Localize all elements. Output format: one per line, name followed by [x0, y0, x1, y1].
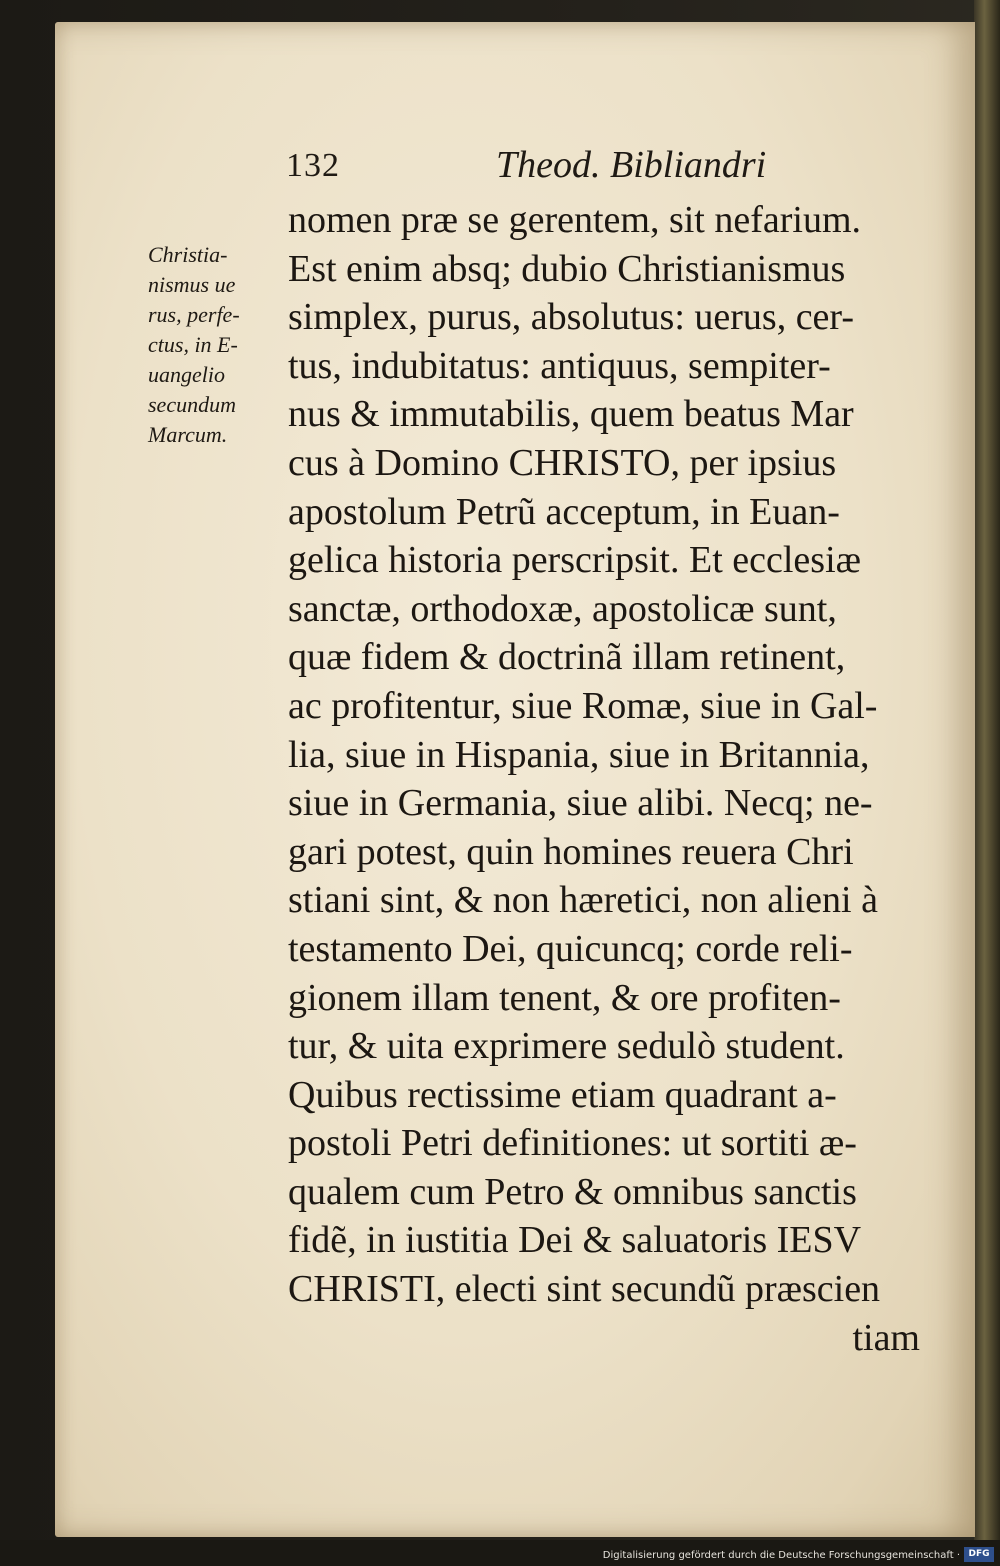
text-line: postoli Petri definitiones: ut sortiti æ- [288, 1122, 857, 1165]
text-line: CHRISTI, electi sint secundũ præscien [288, 1268, 881, 1311]
marginal-note-line: secundum [148, 392, 236, 417]
running-head: Theod. Bibliandri [496, 144, 767, 186]
book-spine-edge [974, 0, 1000, 1566]
body-text [288, 196, 938, 1362]
marginal-note-line: Marcum. [148, 422, 228, 447]
text-line: gionem illam tenent, & ore profiten- [288, 976, 841, 1019]
marginal-note-line: ctus, in E- [148, 332, 238, 357]
text-line: Quibus rectissime etiam quadrant a- [288, 1073, 837, 1116]
text-line: gelica historia perscripsit. Et ecclesiæ [288, 539, 861, 582]
text-line: fidẽ, in iustitia Dei & saluatoris IESV [288, 1219, 862, 1262]
text-line: testamento Dei, quicuncq; corde reli- [288, 927, 853, 970]
catchword: tiam [852, 1316, 920, 1359]
text-line: lia, siue in Hispania, siue in Britannia, [288, 733, 870, 776]
marginal-note-line: Christia- [148, 242, 228, 267]
text-line: Est enim absq; dubio Christianismus [288, 247, 846, 290]
text-line: qualem cum Petro & omnibus sanctis [288, 1170, 857, 1213]
digitization-credit: Digitalisierung gefördert durch die Deutsche Forschungsgemeinschaft · [602, 1550, 960, 1561]
text-line: stiani sint, & non hæretici, non alieni à [288, 879, 878, 922]
text-line: quæ fidem & doctrinã illam retinent, [288, 636, 846, 679]
page-header [286, 143, 786, 193]
text-line: tus, indubitatus: antiquus, sempiter- [288, 344, 831, 387]
marginal-note-line: nismus ue [148, 272, 236, 297]
text-line: ac profitentur, siue Romæ, siue in Gal- [288, 684, 878, 727]
text-line: nomen præ se gerentem, sit nefarium. [288, 199, 862, 241]
text-line: siue in Germania, siue alibi. Necq; ne- [288, 782, 873, 825]
text-line: gari potest, quin homines reuera Chri [288, 830, 854, 873]
dfg-logo-icon: DFG [964, 1547, 994, 1562]
marginal-note-line: rus, perfe- [148, 302, 240, 327]
marginal-note [148, 240, 278, 450]
footer-bar [0, 1540, 1000, 1566]
text-line: nus & immutabilis, quem beatus Mar [288, 393, 854, 436]
marginal-note-line: uangelio [148, 362, 225, 387]
text-line: sanctæ, orthodoxæ, apostolicæ sunt, [288, 587, 837, 630]
text-line: cus à Domino CHRISTO, per ipsius [288, 441, 837, 484]
page-number: 132 [286, 147, 340, 184]
text-line: apostolum Petrũ acceptum, in Euan- [288, 490, 840, 533]
text-line: tur, & uita exprimere sedulò student. [288, 1025, 845, 1068]
text-line: simplex, purus, absolutus: uerus, cer- [288, 296, 854, 339]
